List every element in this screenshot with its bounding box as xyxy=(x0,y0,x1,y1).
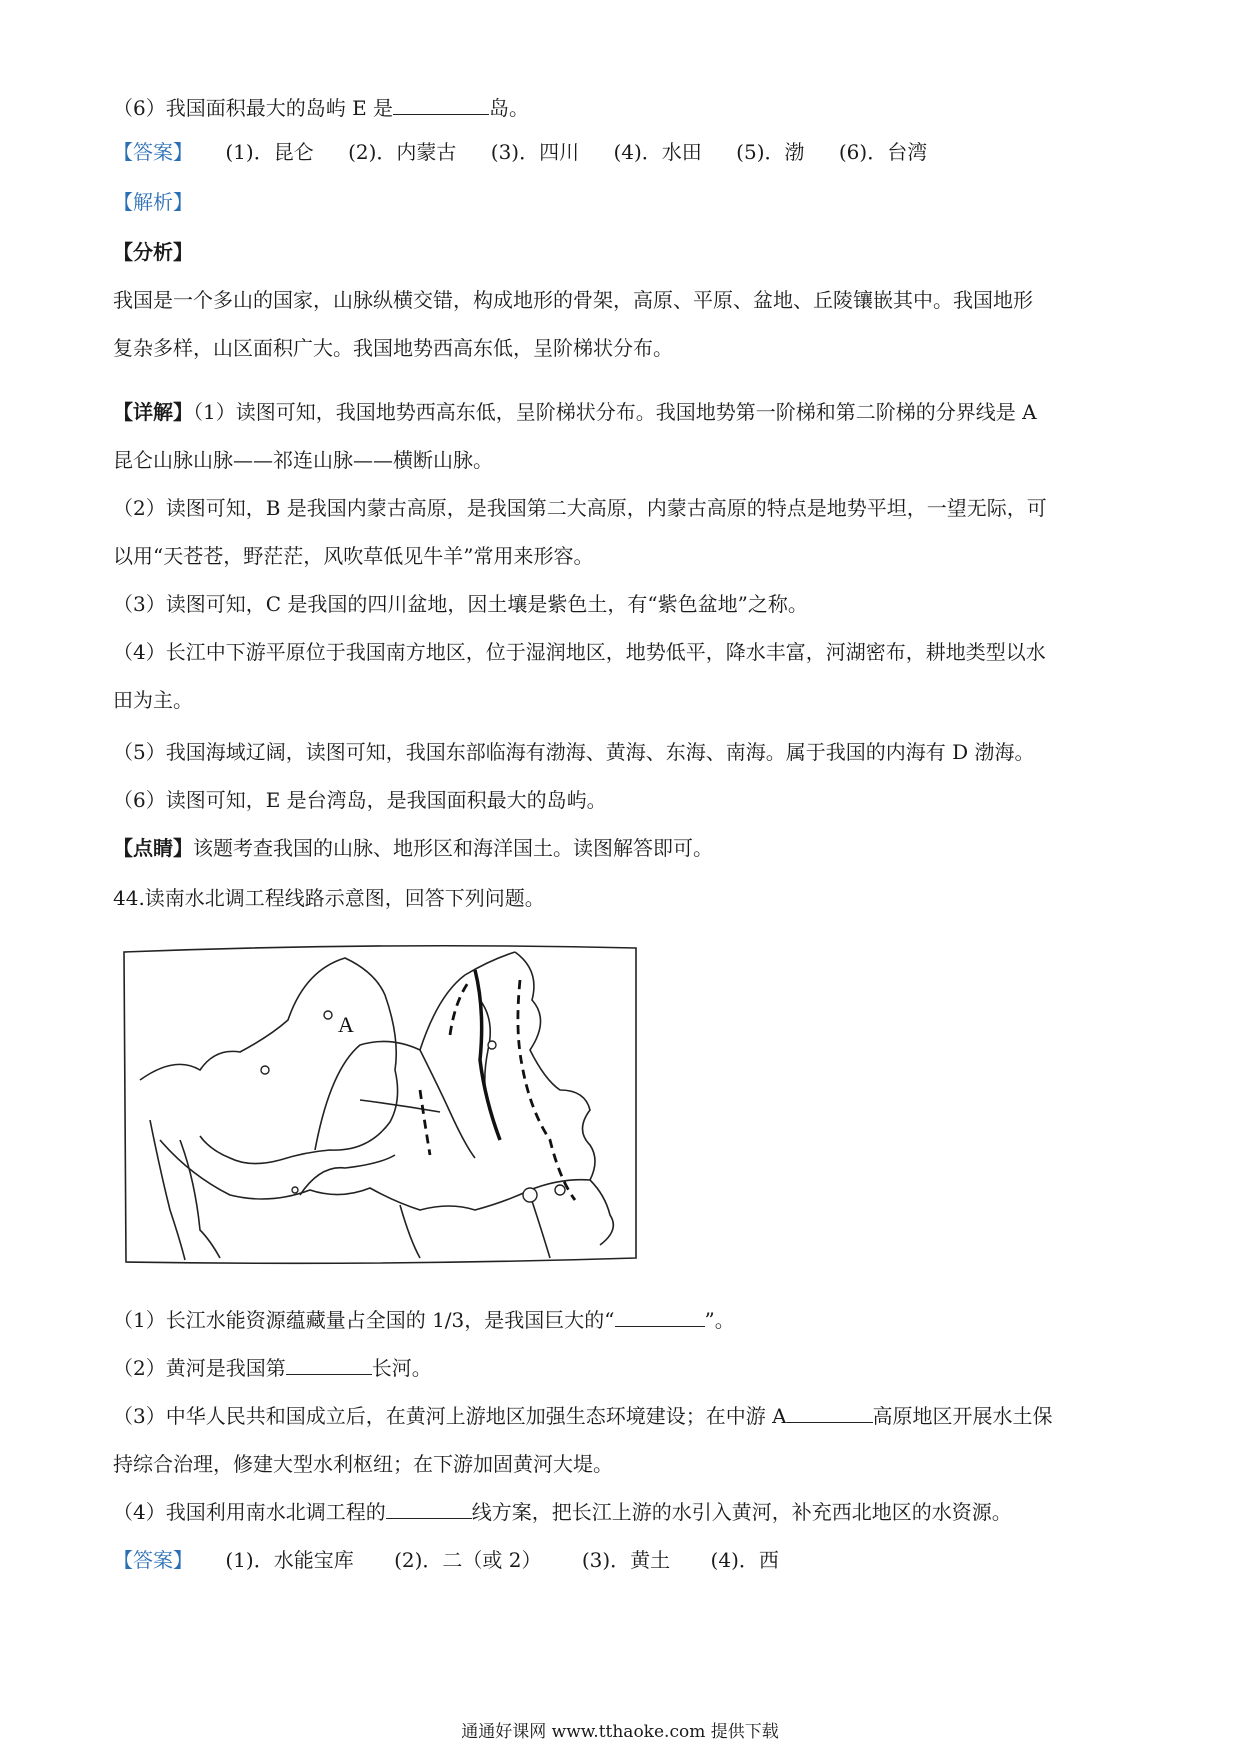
answer-tag: 【答案】 xyxy=(113,1548,193,1572)
answer-item: (3)．黄土 xyxy=(581,1548,671,1572)
answer-item: (1)．昆仑 xyxy=(225,140,314,164)
q44-stem: 44.读南水北调工程线路示意图，回答下列问题。 xyxy=(113,886,545,910)
map-marker xyxy=(488,1041,496,1049)
xiangjie-line: 田为主。 xyxy=(113,688,193,712)
analysis-tag: 【解析】 xyxy=(113,190,193,214)
q43-sub6-suffix: 岛。 xyxy=(489,96,530,120)
q44-sub4-text: （4）我国利用南水北调工程的 xyxy=(113,1500,386,1524)
q44-sub4 xyxy=(113,1498,1143,1526)
basin-outline xyxy=(140,958,398,1160)
answer-blank[interactable] xyxy=(787,1402,873,1423)
answer-item: (3)．四川 xyxy=(490,140,580,164)
xiangjie-line xyxy=(113,398,1143,426)
basin-outline-2 xyxy=(200,1136,280,1164)
q44-sub2-text: （2）黄河是我国第 xyxy=(113,1356,286,1380)
xiangjie-text: （1）读图可知，我国地势西高东低，呈阶梯状分布。我国地势第一阶梯和第二阶梯的分界线是 A xyxy=(193,400,1037,424)
q43-sub6 xyxy=(113,94,1143,122)
q44-sub3-line2: 持综合治理，修建大型水利枢纽；在下游加固黄河大堤。 xyxy=(113,1452,613,1476)
q44-answer-row xyxy=(113,1546,1143,1574)
southern-branch xyxy=(400,1205,420,1258)
answer-item: (2)．内蒙古 xyxy=(348,140,457,164)
q43-sub6-text: （6）我国面积最大的岛屿 E 是 xyxy=(113,96,394,120)
wei-river xyxy=(360,1100,440,1112)
answer-blank[interactable] xyxy=(393,94,489,115)
xiangjie-tag: 【详解】 xyxy=(113,400,193,424)
q44-sub1-suffix: ”。 xyxy=(704,1308,735,1332)
river-north xyxy=(420,952,515,1050)
xiangjie-line: （4）长江中下游平原位于我国南方地区，位于湿润地区，地势低平，降水丰富，河湖密布，耕地类型以水 xyxy=(113,640,1046,664)
map-marker xyxy=(261,1066,269,1074)
q44-sub3 xyxy=(113,1402,1143,1430)
southern-branch-2 xyxy=(530,1195,550,1258)
dianjing-tag: 【点睛】 xyxy=(113,836,193,860)
map-border xyxy=(124,946,636,1264)
answer-item: (4)．水田 xyxy=(613,140,702,164)
water-diversion-map xyxy=(120,940,640,1270)
map-marker xyxy=(555,1185,565,1195)
page-footer: 通通好课网 www.tthaoke.com 提供下载 xyxy=(461,1722,779,1742)
answer-item: (1)．水能宝库 xyxy=(225,1548,354,1572)
q44-sub1-text: （1）长江水能资源蕴藏量占全国的 1/3，是我国巨大的“ xyxy=(113,1308,615,1332)
q44-sub2-suffix: 长河。 xyxy=(371,1356,432,1380)
xiangjie-line: 昆仑山脉山脉——祁连山脉——横断山脉。 xyxy=(113,448,493,472)
q44-sub3-suffix: 高原地区开展水土保 xyxy=(872,1404,1053,1428)
q44-sub2 xyxy=(113,1354,1143,1382)
answer-item: (4)．西 xyxy=(710,1548,779,1572)
fenxi-line: 我国是一个多山的国家，山脉纵横交错，构成地形的骨架，高原、平原、盆地、丘陵镶嵌其中。我国地形 xyxy=(113,288,1033,312)
answer-item: (5)．渤 xyxy=(736,140,805,164)
tributary-west xyxy=(180,1140,220,1258)
q44-sub1 xyxy=(113,1306,1143,1334)
fenxi-tag: 【分析】 xyxy=(113,240,193,264)
answer-blank[interactable] xyxy=(286,1354,372,1375)
xiangjie-line: （3）读图可知，C 是我国的四川盆地，因土壤是紫色土，有“紫色盆地”之称。 xyxy=(113,592,808,616)
east-route-dash xyxy=(450,980,470,1035)
q44-sub3-text: （3）中华人民共和国成立后，在黄河上游地区加强生态环境建设；在中游 A xyxy=(113,1404,787,1428)
yellow-river xyxy=(315,1041,475,1158)
dianjing-line xyxy=(113,834,1143,862)
xiangjie-line: （2）读图可知，B 是我国内蒙古高原，是我国第二大高原，内蒙古高原的特点是地势平坦，一望无际，可 xyxy=(113,496,1047,520)
central-route-dash xyxy=(420,1090,430,1155)
q43-answer-row xyxy=(113,138,1143,166)
map-marker xyxy=(324,1011,332,1019)
answer-tag: 【答案】 xyxy=(113,140,193,164)
xiangjie-line: 以用“天苍苍，野茫茫，风吹草低见牛羊”常用来形容。 xyxy=(113,544,594,568)
dianjing-text: 该题考查我国的山脉、地形区和海洋国土。读图解答即可。 xyxy=(193,836,713,860)
fenxi-line: 复杂多样，山区面积广大。我国地势西高东低，呈阶梯状分布。 xyxy=(113,336,673,360)
xiangjie-line: （5）我国海域辽阔，读图可知，我国东部临海有渤海、黄海、东海、南海。属于我国的内海有 D 渤海。 xyxy=(113,740,1035,764)
map-marker xyxy=(292,1187,298,1193)
answer-blank[interactable] xyxy=(386,1498,472,1519)
map-label-a: A xyxy=(338,1012,354,1037)
han-river xyxy=(300,1155,395,1195)
q44-sub4-suffix: 线方案，把长江上游的水引入黄河，补充西北地区的水资源。 xyxy=(471,1500,1012,1524)
map-marker xyxy=(523,1188,537,1202)
answer-item: (6)．台湾 xyxy=(838,140,928,164)
xiangjie-line: （6）读图可知，E 是台湾岛，是我国面积最大的岛屿。 xyxy=(113,788,607,812)
answer-item: (2)．二（或 2） xyxy=(394,1548,542,1572)
answer-blank[interactable] xyxy=(615,1306,705,1327)
